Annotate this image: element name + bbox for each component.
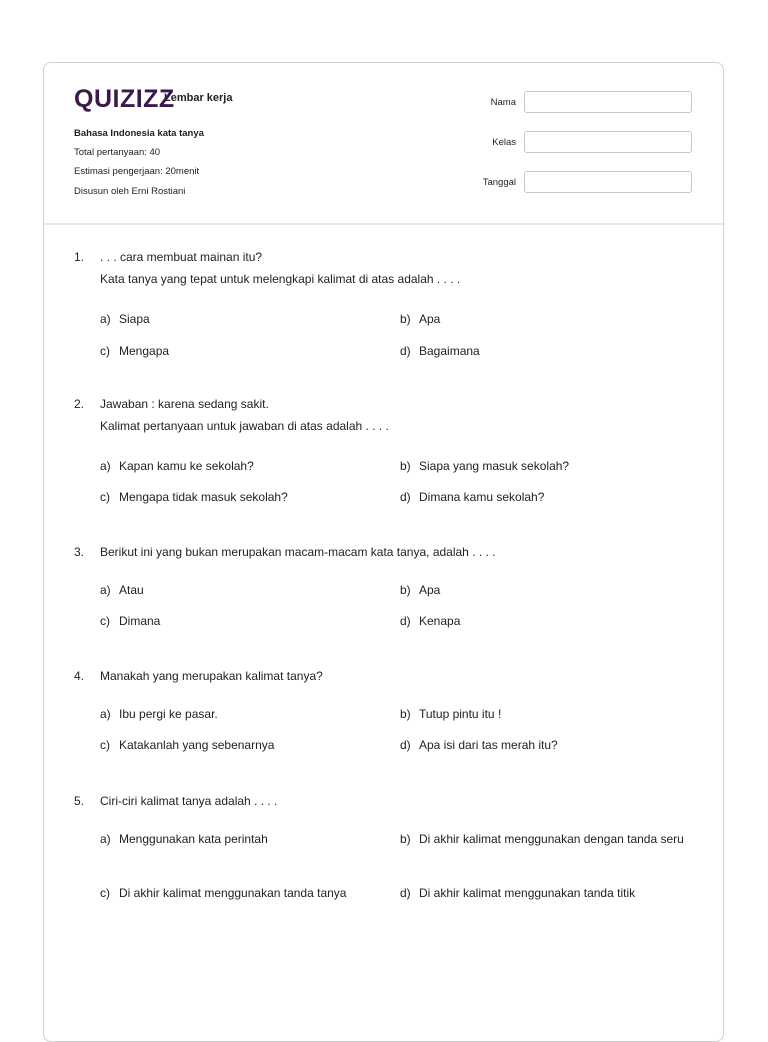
question-text [100, 665, 700, 687]
option-letter: c) [100, 614, 110, 628]
option-letter: a) [100, 583, 111, 597]
option-letter: a) [100, 832, 111, 846]
option-text: Menggunakan kata perintah [119, 832, 268, 846]
option-text: Di akhir kalimat menggunakan tanda titik [419, 886, 636, 900]
option-letter: c) [100, 886, 110, 900]
option-letter: a) [100, 707, 111, 721]
option-letter: b) [400, 459, 411, 473]
option-letter: a) [100, 459, 111, 473]
worksheet-header [44, 63, 723, 225]
question-text [100, 790, 700, 812]
option-letter: b) [400, 707, 411, 721]
total-questions: Total pertanyaan: 40 [74, 147, 161, 158]
option-letter: d) [400, 738, 411, 752]
question-line: Jawaban : karena sedang sakit. [100, 397, 269, 411]
question-number: 1. [74, 250, 85, 264]
option-letter: b) [400, 832, 411, 846]
option-text: Apa [419, 312, 441, 326]
worksheet-label: Lembar kerja [164, 92, 233, 104]
name-field[interactable] [524, 91, 692, 113]
author: Disusun oleh Erni Rostiani [74, 186, 186, 197]
question-text [100, 541, 700, 563]
question-line: Kata tanya yang tepat untuk melengkapi kalimat di atas adalah . . . . [100, 272, 461, 286]
option-text: Di akhir kalimat menggunakan dengan tanda seru [419, 832, 684, 846]
option-text: Bagaimana [419, 344, 480, 358]
class-label: Kelas [492, 137, 516, 148]
date-label: Tanggal [482, 177, 516, 188]
quizizz-logo: QUIZIZZ [74, 85, 175, 113]
option-text: Di akhir kalimat menggunakan tanda tanya [119, 886, 347, 900]
option-text: Atau [119, 583, 144, 597]
date-field[interactable] [524, 171, 692, 193]
class-field[interactable] [524, 131, 692, 153]
option-letter: b) [400, 312, 411, 326]
name-label: Nama [490, 97, 516, 108]
option-letter: b) [400, 583, 411, 597]
option-text: Apa isi dari tas merah itu? [419, 738, 558, 752]
question-text [100, 393, 700, 437]
question-line: Kalimat pertanyaan untuk jawaban di atas adalah . . . . [100, 419, 389, 433]
worksheet-title: Bahasa Indonesia kata tanya [74, 128, 204, 139]
question-line: Ciri-ciri kalimat tanya adalah . . . . [100, 794, 278, 808]
option-text: Ibu pergi ke pasar. [119, 707, 218, 721]
option-text: Dimana kamu sekolah? [419, 490, 545, 504]
option-text: Kenapa [419, 614, 461, 628]
option-text: Katakanlah yang sebenarnya [119, 738, 275, 752]
question-number: 3. [74, 545, 85, 559]
option-letter: c) [100, 344, 110, 358]
question-number: 2. [74, 397, 85, 411]
option-letter: d) [400, 614, 411, 628]
question-text [100, 246, 700, 290]
option-text: Mengapa tidak masuk sekolah? [119, 490, 288, 504]
question-number: 5. [74, 794, 85, 808]
question-number: 4. [74, 669, 85, 683]
option-text: Dimana [119, 614, 161, 628]
option-text: Apa [419, 583, 441, 597]
option-text: Tutup pintu itu ! [419, 707, 502, 721]
option-letter: a) [100, 312, 111, 326]
option-text: Mengapa [119, 344, 170, 358]
option-letter: c) [100, 490, 110, 504]
option-letter: d) [400, 886, 411, 900]
option-letter: d) [400, 490, 411, 504]
worksheet [43, 62, 724, 1042]
question-line: Manakah yang merupakan kalimat tanya? [100, 669, 323, 683]
option-letter: d) [400, 344, 411, 358]
estimated-time: Estimasi pengerjaan: 20menit [74, 166, 200, 177]
option-text: Siapa [119, 312, 150, 326]
question-line: . . . cara membuat mainan itu? [100, 250, 263, 264]
question-line: Berikut ini yang bukan merupakan macam-macam kata tanya, adalah . . . . [100, 545, 496, 559]
option-text: Kapan kamu ke sekolah? [119, 459, 254, 473]
option-text: Siapa yang masuk sekolah? [419, 459, 570, 473]
option-letter: c) [100, 738, 110, 752]
